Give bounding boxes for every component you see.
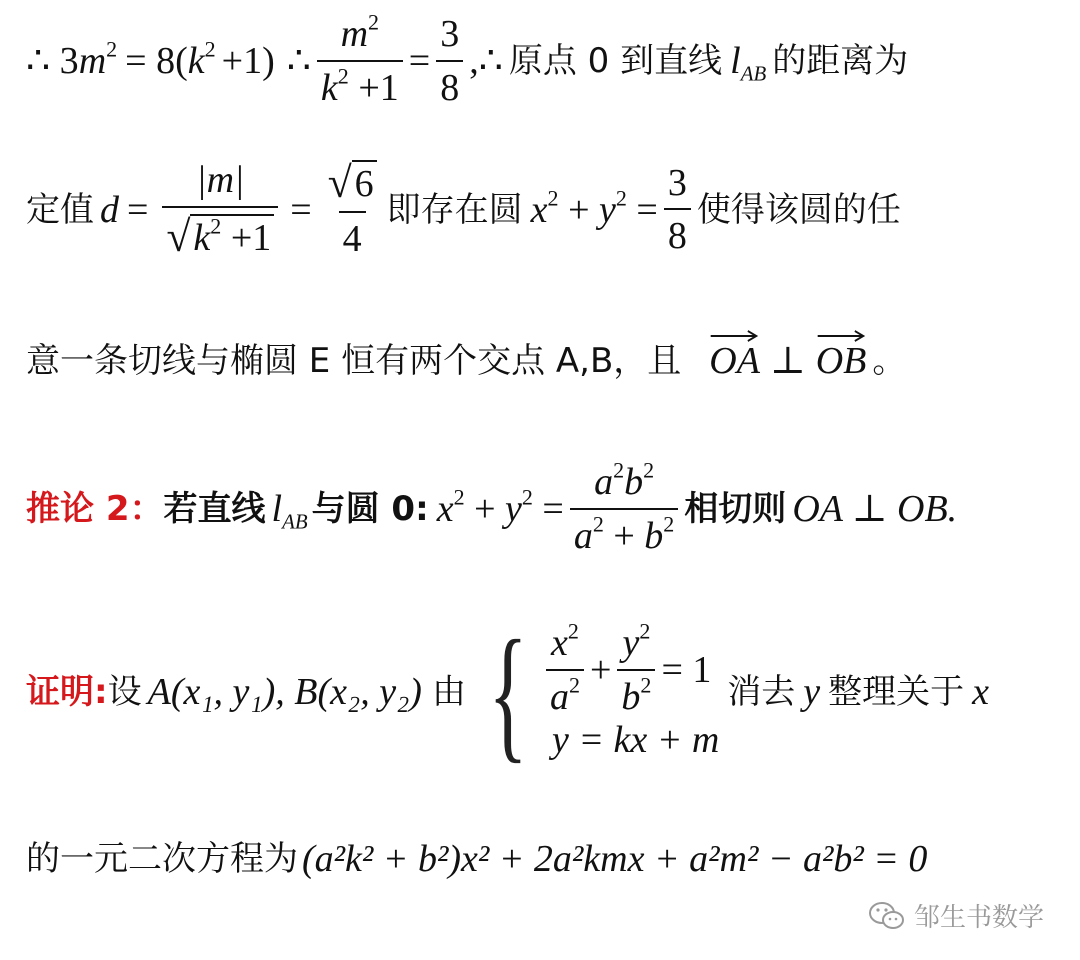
line-2: 定值 d = |m| √ $k^2 +1$ = √ 6 4 即存在圆 $x^2 + y^2$ = $\frac{3}{8}$ 使得该圆的任 — [26, 159, 901, 261]
watermark — [868, 897, 1044, 934]
therefore-prefix: ∴ 3 — [26, 39, 79, 82]
close-paren: +1) — [221, 39, 275, 82]
line-6 — [26, 838, 1060, 882]
var-d: d — [100, 188, 119, 231]
line6-text: 的一元二次方程为 — [26, 839, 298, 880]
equals: = 8( — [125, 39, 188, 82]
line5-text: 设 — [107, 672, 142, 713]
therefore-symbol: ∴ — [286, 39, 311, 82]
corollary-label: 推论 2： — [26, 489, 164, 530]
wechat-icon — [868, 900, 906, 932]
line4-text: 若直线 — [163, 489, 266, 530]
fraction-3-8-circle: $\frac{3}{8}$ — [664, 163, 691, 259]
quadratic-equation: (a²k² + b²)x² + 2a²kmx + a²m² − a²b² = 0 — [302, 838, 928, 880]
comma-therefore: ,∴ — [469, 39, 503, 82]
vector-OB: OB — [816, 340, 867, 384]
line2-text: 即存在圆 — [386, 189, 523, 230]
line4-text2: 与圆 0: — [311, 489, 429, 530]
denominator-4: 4 — [339, 211, 366, 261]
line-4: 推论 2： 若直线 $l_{AB}$ 与圆 0: $x^2 + y^2$ = $\frac{a^2b^2}{a^2 + b^2}$ 相切则 OA ⊥ OB. — [26, 457, 958, 557]
fraction-m2-k2: $\frac{m^2}{k^2 +1}$ — [317, 14, 403, 110]
fraction-a2b2: $\frac{a^2b^2}{a^2 + b^2}$ — [570, 462, 678, 558]
line4-expr: OA ⊥ OB. — [792, 487, 958, 530]
var-y: y — [803, 671, 821, 714]
line-3 — [26, 340, 1060, 384]
equation-system: { $\frac{x^2}{a^2}$ + $\frac{y^2}{b^2}$ = 1 y = kx + m — [488, 610, 720, 776]
fraction-3-8: $\frac{3}{8}$ — [436, 14, 463, 110]
numerator-abs-m: |m| — [196, 159, 245, 201]
line5-text2: 消去 — [727, 672, 796, 713]
line5-text3: 整理关于 — [828, 672, 965, 713]
line2-text2: 使得该圆的任 — [696, 189, 901, 230]
proof-label: 证明: — [26, 672, 108, 713]
line3-text: 意一条切线与椭圆 E 恒有两个交点 A,B，且 — [26, 341, 682, 382]
line-5 — [26, 610, 1060, 776]
line1-text: 原点 0 到直线 — [508, 41, 723, 82]
equals-2: = — [408, 39, 431, 82]
sqrt6-value: 6 — [352, 160, 377, 206]
line1-text2: 的距离为 — [772, 41, 909, 82]
ellipse-rhs: = 1 — [661, 649, 712, 692]
fraction-abs-m: |m| √ $k^2 +1$ — [162, 160, 278, 261]
vector-OA: OA — [709, 340, 760, 384]
line5-by: 由 — [431, 672, 466, 713]
line-1: ∴ 3 $m^2$ = 8( $k^2$ +1) ∴ $\frac{m^2}{k^2 +1}$ = $\frac{3}{8}$ ,∴ 原点 0 到直线 $l_{AB}$ 的距离为 — [26, 9, 909, 109]
var-x: x — [972, 671, 990, 714]
line4-text3: 相切则 — [684, 489, 787, 530]
line3-end: 。 — [872, 341, 907, 382]
line-equation: y = kx + m — [551, 718, 720, 761]
equals-d: = — [127, 188, 149, 231]
perp-symbol: ⊥ — [769, 340, 806, 382]
equals-sqrt6: = — [290, 188, 312, 231]
points-AB: A(x₁, y₁), B(x₂, y₂) — [147, 671, 422, 714]
fraction-sqrt6-4: √ 6 4 — [324, 160, 381, 261]
line2-prefix: 定值 — [26, 189, 94, 230]
watermark-text: 邹生书数学 — [913, 903, 1044, 933]
